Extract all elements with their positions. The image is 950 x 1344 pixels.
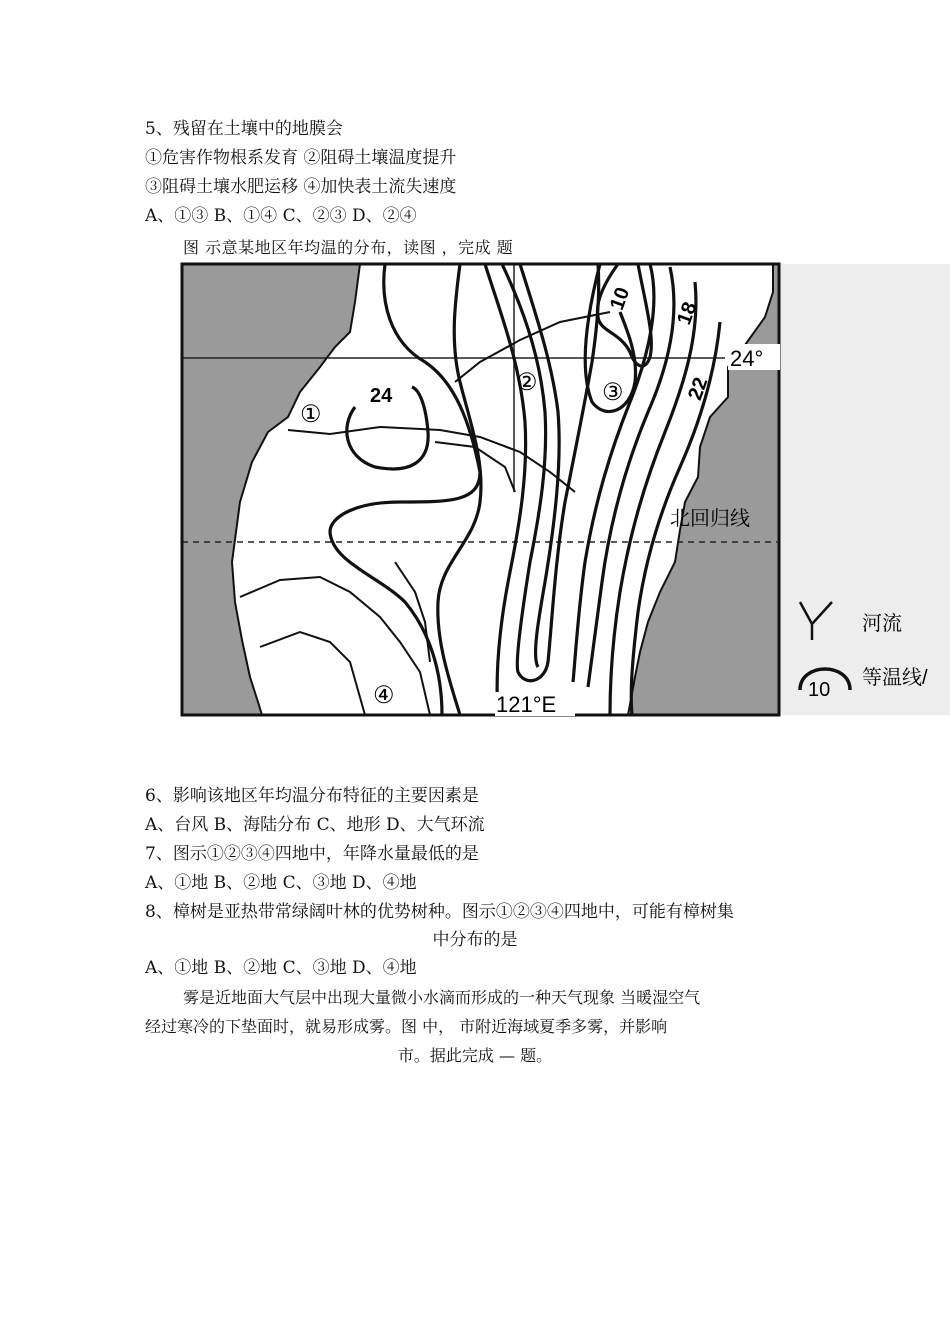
q5-choice-row-1: ①危害作物根系发育 ②阻碍土壤温度提升 <box>145 148 457 168</box>
isotherm-label-18: 18 <box>673 299 702 328</box>
isotherm-label-24: 24 <box>370 385 393 407</box>
q7-stem: 7、图示①②③④四地中，年降水量最低的是 <box>145 844 479 864</box>
q6-options: A、台风 B、海陆分布 C、地形 D、大气环流 <box>145 815 485 835</box>
fog-paragraph-line-1: 雾是近地面大气层中出现大量微小水滴而形成的一种天气现象 当暖湿空气 <box>183 988 701 1007</box>
q8-stem-continued: 中分布的是 <box>432 930 518 950</box>
isotherm-label-22: 22 <box>684 374 713 404</box>
q7-options: A、①地 B、②地 C、③地 D、④地 <box>145 873 417 893</box>
fog-paragraph-line-3: 市。据此完成 — 题。 <box>397 1046 553 1065</box>
fog-paragraph-line-2: 经过寒冷的下垫面时，就易形成雾。图 中， 市附近海域夏季多雾，并影响 <box>145 1017 668 1036</box>
legend-isotherm-label: 等温线/ <box>862 667 928 689</box>
q5-options: A、①③ B、①④ C、②③ D、②④ <box>145 206 417 226</box>
legend-river-label: 河流 <box>862 613 902 635</box>
q8-stem: 8、樟树是亚热带常绿阔叶林的优势树种。图示①②③④四地中，可能有樟树集 <box>145 902 734 922</box>
site-3-label: ③ <box>602 379 624 406</box>
q8-options: A、①地 B、②地 C、③地 D、④地 <box>145 958 417 978</box>
isotherm-map <box>180 262 950 722</box>
tropic-of-cancer-label: 北回归线 <box>670 508 750 530</box>
q5-stem: 5、残留在土壤中的地膜会 <box>145 119 343 139</box>
longitude-121-label: 121°E <box>496 692 557 717</box>
site-4-label: ④ <box>373 682 395 709</box>
site-1-label: ① <box>300 401 322 428</box>
figure-caption: 图 示意某地区年均温的分布，读图 ，完成 题 <box>183 238 514 257</box>
legend-isotherm-value: 10 <box>808 679 831 701</box>
q5-choice-row-2: ③阻碍土壤水肥运移 ④加快表土流失速度 <box>145 177 457 197</box>
isotherm-label-10: 10 <box>605 284 635 313</box>
site-2-label: ② <box>516 369 538 396</box>
q6-stem: 6、影响该地区年均温分布特征的主要因素是 <box>145 786 479 806</box>
latitude-24-label: 24° <box>730 346 764 371</box>
